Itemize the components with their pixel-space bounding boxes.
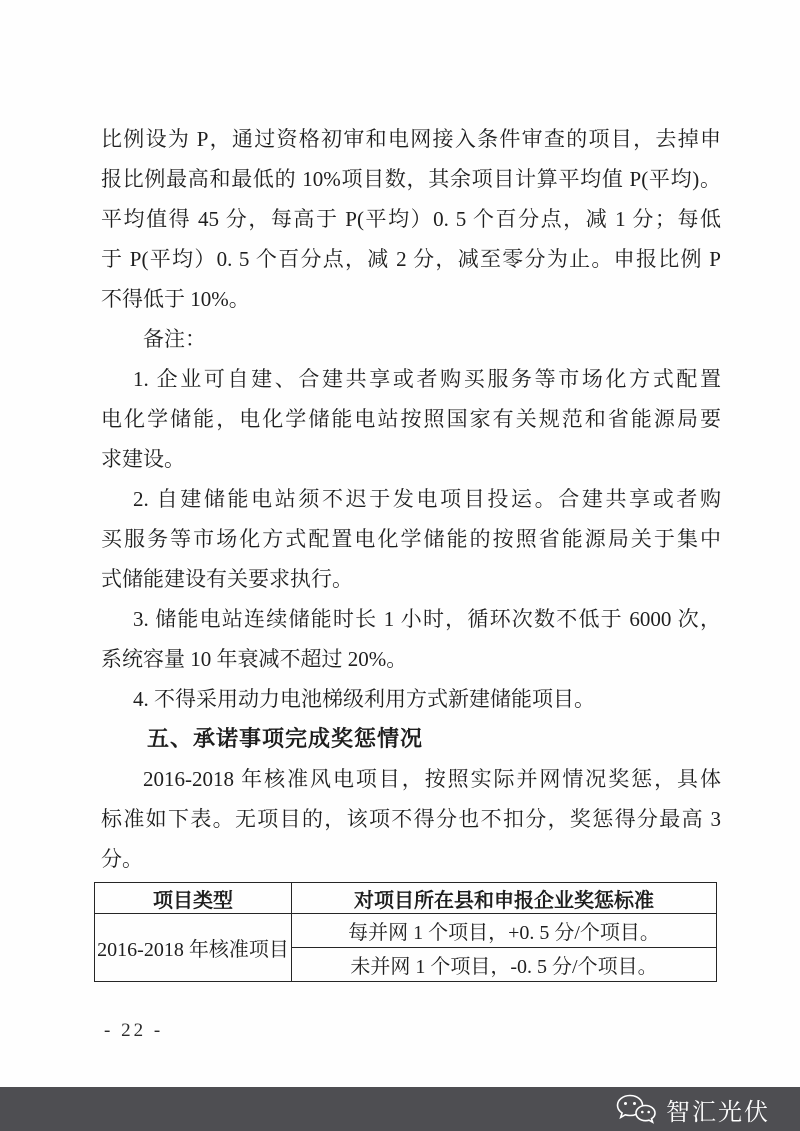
table-cell-penalty: 未并网 1 个项目，-0. 5 分/个项目。 [292,948,717,982]
table-row [95,914,717,948]
table-header-row [95,883,717,914]
text-line: 标准如下表。无项目的，该项不得分也不扣分，奖惩得分最高 3 [101,807,721,831]
body-text [101,119,721,879]
text-line: 2. 自建储能电站须不迟于发电项目投运。合建共享或者购 [133,487,721,511]
table-header-standard: 对项目所在县和申报企业奖惩标准 [292,883,717,914]
text-line: 买服务等市场化方式配置电化学储能的按照省能源局关于集中 [101,527,721,551]
text-line: 3. 储能电站连续储能时长 1 小时，循环次数不低于 6000 次， [133,607,721,631]
text-line: 1. 企业可自建、合建共享或者购买服务等市场化方式配置 [133,367,721,391]
wechat-icon [615,1093,657,1125]
section-heading: 五、承诺事项完成奖惩情况 [147,726,424,751]
text-line: 4. 不得采用动力电池梯级利用方式新建储能项目。 [133,687,595,711]
text-line: 平均值得 45 分，每高于 P(平均）0. 5 个百分点，减 1 分；每低 [101,207,721,231]
text-line: 比例设为 P，通过资格初审和电网接入条件审查的项目，去掉申 [101,127,721,151]
text-line: 电化学储能，电化学储能电站按照国家有关规范和省能源局要 [101,407,721,431]
text-line: 求建设。 [101,447,185,471]
text-line: 系统容量 10 年衰减不超过 20%。 [101,647,408,671]
text-line: 分。 [101,847,143,871]
table-cell-reward: 每并网 1 个项目，+0. 5 分/个项目。 [292,914,717,948]
footer-brand-bar [0,1087,800,1131]
text-line: 于 P(平均）0. 5 个百分点，减 2 分，减至零分为止。申报比例 P [101,247,721,271]
text-line: 式储能建设有关要求执行。 [101,567,353,591]
brand-name: 智汇光伏 [666,1098,770,1126]
table-cell-project-type: 2016-2018 年核准项目 [95,914,292,982]
table-header-project-type: 项目类型 [95,883,292,914]
text-line: 2016-2018 年核准风电项目，按照实际并网情况奖惩，具体 [143,767,721,791]
page-number: - 22 - [104,1020,164,1041]
reward-penalty-table [94,882,717,982]
text-line: 不得低于 10%。 [101,287,250,311]
text-line: 报比例最高和最低的 10%项目数，其余项目计算平均值 P(平均)。 [101,167,721,191]
text-line-notes-label: 备注： [143,327,206,351]
